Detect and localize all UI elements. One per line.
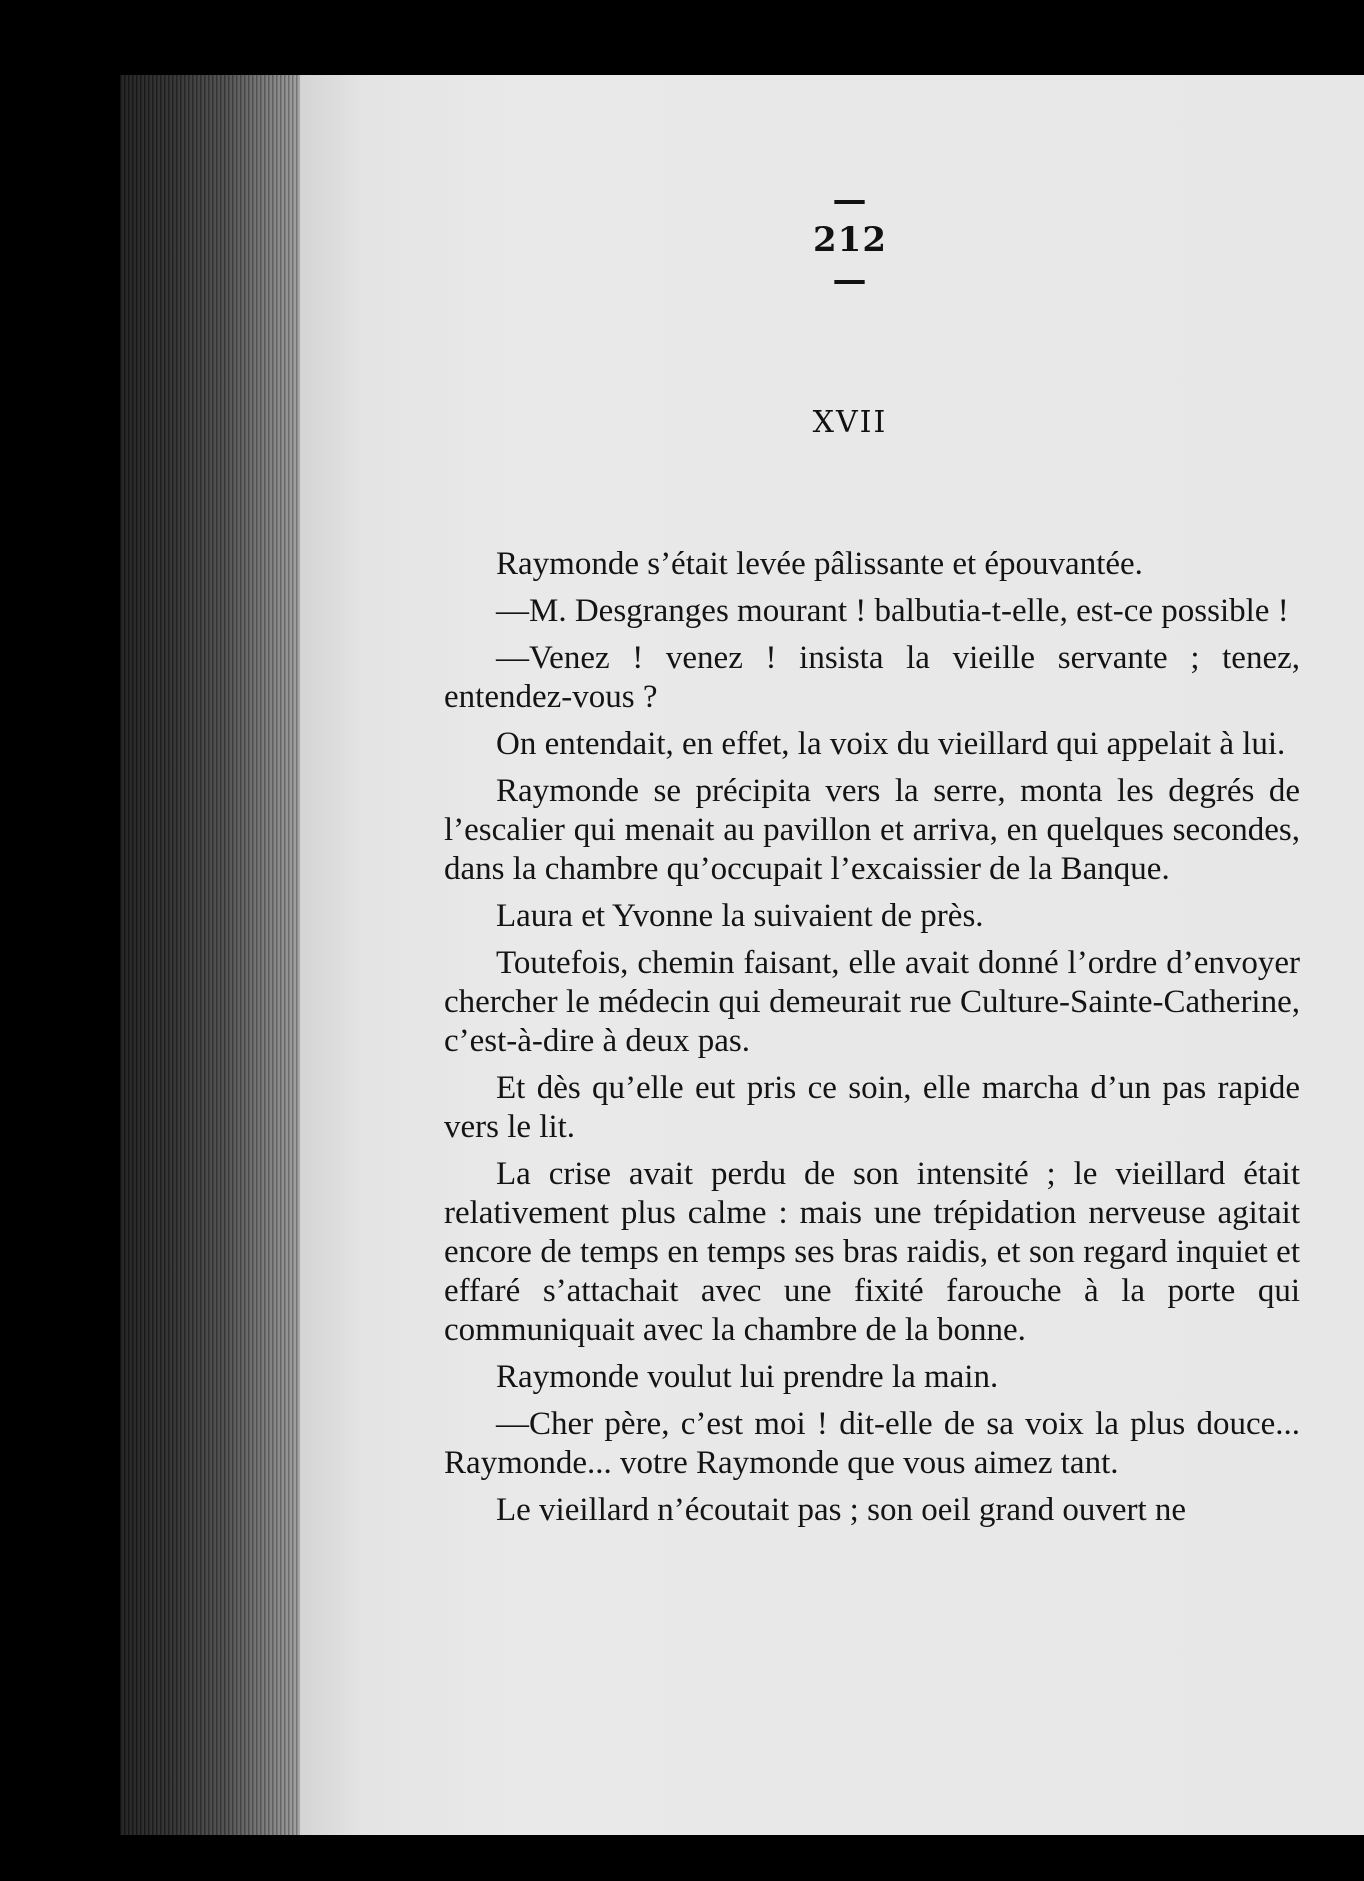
paragraph: —Venez ! venez ! insista la vieille servante ; tenez, entendez-vous ? xyxy=(444,640,1300,715)
paragraph: —M. Desgranges mourant ! balbutia-t-elle, est-ce possible ! xyxy=(496,593,1289,629)
body-text xyxy=(444,545,1300,1538)
paragraph: Raymonde s’était levée pâlissante et épouvantée. xyxy=(496,546,1143,582)
paragraph: Toutefois, chemin faisant, elle avait donné l’ordre d’envoyer chercher le médecin qui demeurait rue Culture-Sainte-Catherine, c’est-à-dire à deux pas. xyxy=(444,945,1300,1059)
paragraph: La crise avait perdu de son intensité ; le vieillard était relativement plus calme : mais une trépidation nerveuse agitait encore de temps en temps ses bras raidis, et son regard inquiet et effaré s’attachait avec une fixité farouche à la porte qui communiquait avec la chambre de la bonne. xyxy=(444,1156,1300,1348)
paragraph: Le vieillard n’écoutait pas ; son oeil grand ouvert ne xyxy=(496,1492,1187,1528)
paragraph: —Cher père, c’est moi ! dit-elle de sa voix la plus douce... Raymonde... votre Raymonde que vous aimez tant. xyxy=(444,1406,1300,1481)
paragraph: Raymonde se précipita vers la serre, monta les degrés de l’escalier qui menait au pavillon et arriva, en quelques secondes, dans la chambre qu’occupait l’excaissier de la Banque. xyxy=(444,773,1300,887)
paragraph: On entendait, en effet, la voix du vieillard qui appelait à lui. xyxy=(496,726,1286,762)
paragraph: Raymonde voulut lui prendre la main. xyxy=(496,1359,999,1395)
paragraph: Et dès qu’elle eut pris ce soin, elle marcha d’un pas rapide vers le lit. xyxy=(444,1070,1300,1145)
page-number: — 212 — xyxy=(813,180,887,300)
paragraph: Laura et Yvonne la suivaient de près. xyxy=(496,898,984,934)
chapter-heading: XVII xyxy=(812,405,888,440)
book-gutter xyxy=(120,75,330,1835)
book-page xyxy=(300,75,1364,1835)
